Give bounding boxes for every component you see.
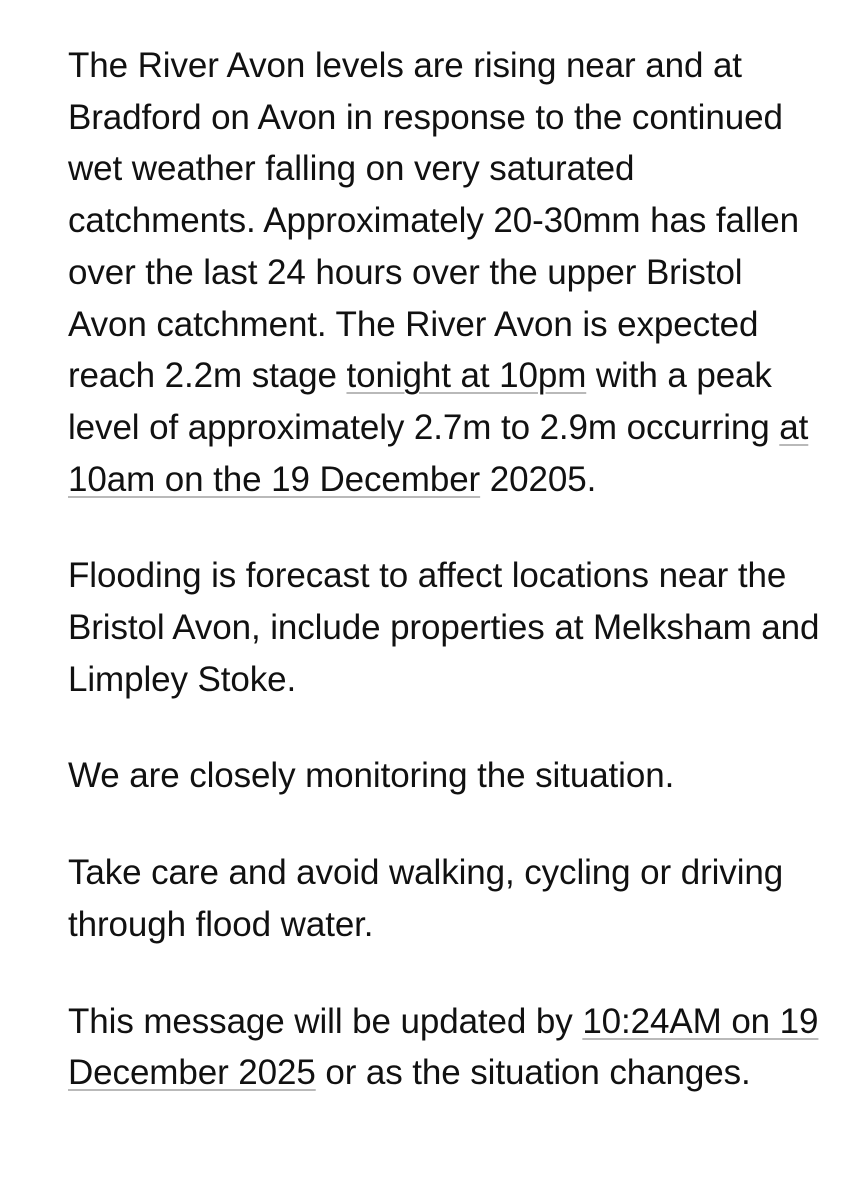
forecast-paragraph (68, 40, 828, 505)
update-text-1: This message will be updated by (68, 1001, 583, 1041)
update-notice-paragraph (68, 996, 828, 1099)
flood-message-body (68, 40, 828, 1099)
datetime-link-peak[interactable]: at 10am on the 19 December (68, 407, 809, 499)
datetime-link-update[interactable]: 10:24AM on 19 December 2025 (68, 1001, 819, 1093)
safety-advice-paragraph: Take care and avoid walking, cycling or driving through flood water. (68, 853, 784, 944)
monitoring-paragraph: We are closely monitoring the situation. (68, 756, 675, 796)
forecast-text-3: 20205. (480, 459, 597, 499)
update-text-2: or as the situation changes. (315, 1053, 751, 1093)
affected-locations-paragraph: Flooding is forecast to affect locations near the Bristol Avon, include properties at Melksham and Limpley Stoke. (68, 556, 820, 699)
forecast-text-2: with a peak level of approximately 2.7m to 2.9m occurring (68, 356, 780, 447)
datetime-link-tonight[interactable]: tonight at 10pm (346, 356, 587, 396)
forecast-text-1: The River Avon levels are rising near and at Bradford on Avon in response to the continued wet weather falling on very saturated catchments. Approximately 20-30mm has fallen over the last 24 hours over the upper Bristol Avon catchment. The River Avon is expected reach 2.2m stage (68, 46, 799, 396)
